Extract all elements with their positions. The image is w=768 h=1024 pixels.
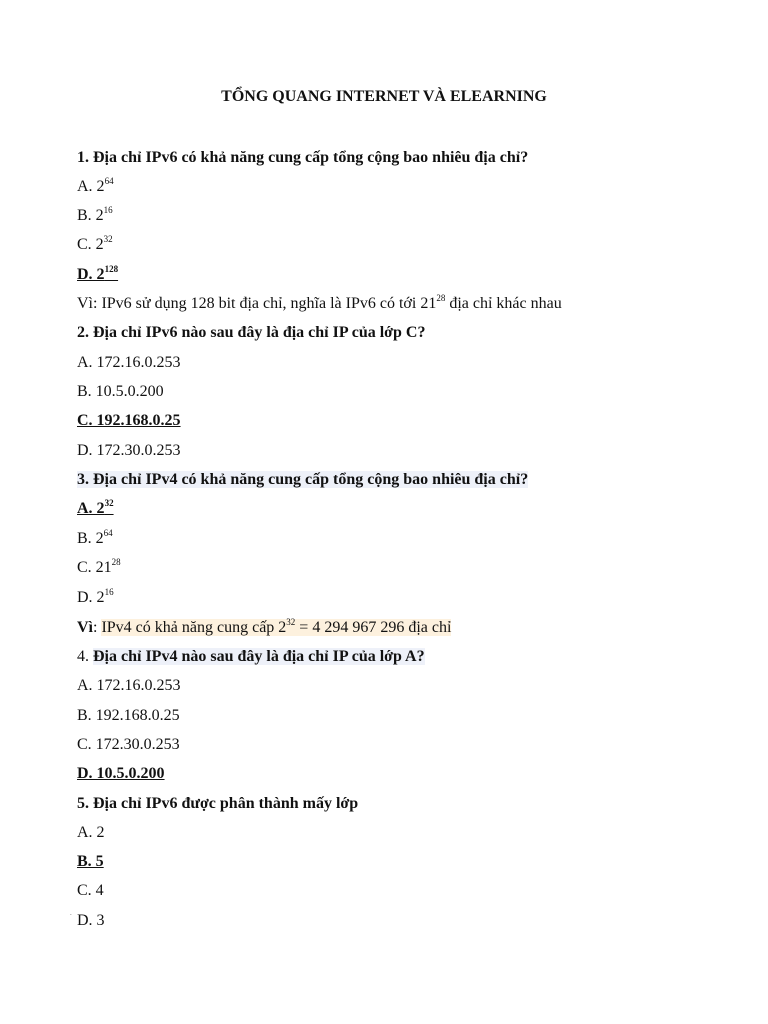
- q2-option-b: B. 10.5.0.200: [77, 383, 164, 400]
- question-5: 5. Địa chỉ IPv6 được phân thành mấy lớp: [77, 795, 359, 812]
- q5-option-b-correct: B. 5: [77, 853, 104, 870]
- formatting-mark: .: [70, 909, 72, 917]
- q3-option-d: D. $2^{16}$: [77, 586, 114, 606]
- q3-option-b: B. $2^{64}$: [77, 527, 113, 547]
- q1-option-a: A. $2^{64}$: [77, 175, 114, 195]
- q2-option-c-correct: C. 192.168.0.25: [77, 412, 181, 429]
- q3-explanation: Vì: IPv4 có khả năng cung cấp $2^{32} = 4$ 294 967 296 địa chỉ: [77, 616, 452, 636]
- q2-option-d: D. 172.30.0.253: [77, 442, 181, 459]
- q1-option-b: B. $2^{16}$: [77, 204, 113, 224]
- q1-option-c: C. $2^{32}$: [77, 233, 113, 253]
- q4-option-d-correct: D. 10.5.0.200: [77, 765, 165, 782]
- q1-option-d-correct: D. $2^{128}$: [77, 263, 119, 283]
- q3-option-a-correct: A. $2^{32}$: [77, 497, 114, 517]
- q1-explanation: Vì: IPv6 sử dụng 128 bit địa chỉ, nghĩa là IPv6 có tới $21^{28}$ địa chỉ khác nhau: [77, 292, 562, 312]
- document-title: TỔNG QUANG INTERNET VÀ ELEARNING: [221, 88, 547, 105]
- question-1: 1. Địa chỉ IPv6 có khả năng cung cấp tổng cộng bao nhiêu địa chỉ?: [77, 149, 529, 166]
- q3-option-c: C. $21^{28}$: [77, 556, 121, 576]
- question-2: 2. Địa chỉ IPv6 nào sau đây là địa chỉ IP của lớp C?: [77, 324, 426, 341]
- q4-option-c: C. 172.30.0.253: [77, 736, 180, 753]
- q4-option-b: B. 192.168.0.25: [77, 707, 180, 724]
- q5-option-a: A. 2: [77, 824, 105, 841]
- q4-option-a: A. 172.16.0.253: [77, 677, 181, 694]
- question-4: 4. Địa chỉ IPv4 nào sau đây là địa chỉ IP của lớp A?: [77, 648, 425, 665]
- q5-option-d: . D. 3: [70, 909, 105, 929]
- question-3: 3. Địa chỉ IPv4 có khả năng cung cấp tổng cộng bao nhiêu địa chỉ?: [77, 471, 529, 488]
- q2-option-a: A. 172.16.0.253: [77, 354, 181, 371]
- q3-explanation-highlight: IPv4 có khả năng cung cấp $2^{32} = 4$ 294 967 296 địa chỉ: [101, 616, 452, 636]
- q5-option-c: C. 4: [77, 882, 104, 899]
